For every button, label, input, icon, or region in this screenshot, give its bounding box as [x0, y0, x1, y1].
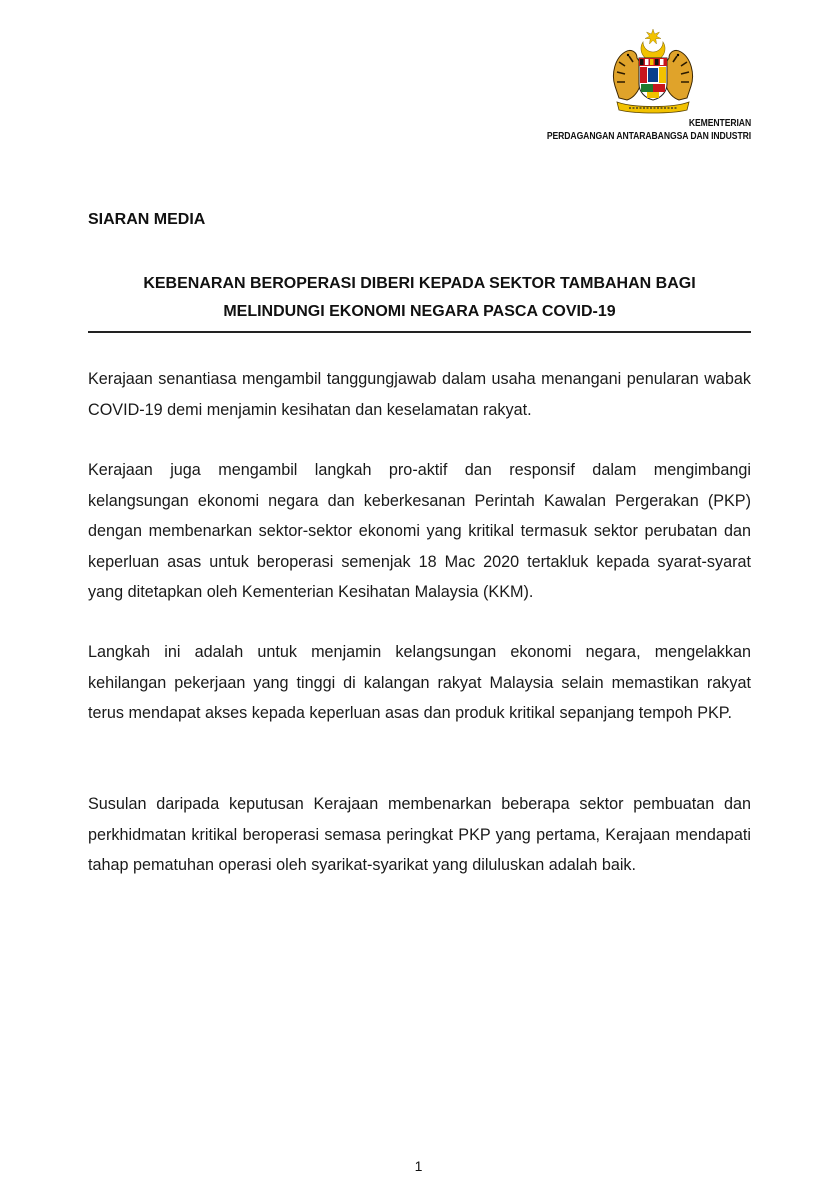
- document-label: SIARAN MEDIA: [88, 211, 206, 228]
- page-number: 1: [414, 1158, 423, 1174]
- title-divider: [88, 331, 751, 333]
- left-tiger-icon: [613, 50, 641, 100]
- document-title: [88, 270, 751, 326]
- paragraph-4: Susulan daripada keputusan Kerajaan membenarkan beberapa sektor pembuatan dan perkhidmatan kritikal beroperasi semasa peringkat PKP yang pertama, Kerajaan mendapati tahap pematuhan operasi oleh syarikat-syarikat yang diluluskan adalah baik.: [88, 795, 751, 874]
- crescent-star-icon: [641, 29, 665, 61]
- paragraph-3: Langkah ini adalah untuk menjamin kelangsungan ekonomi negara, mengelakkan kehilangan pekerjaan yang tinggi di kalangan rakyat Malaysia selain memastikan rakyat terus mendapat akses kepada keperluan asas dan produk kritikal sepanjang tempoh PKP.: [88, 643, 751, 722]
- paragraph-2: Kerajaan juga mengambil langkah pro-aktif dan responsif dalam mengimbangi kelangsungan ekonomi negara dan keberkesanan Perintah Kawalan Pergerakan (PKP) dengan membenarkan sektor-sektor ekonomi yang kritikal termasuk sektor perubatan dan keperluan asas untuk beroperasi semenjak 18 Mac 2020 tertakluk kepada syarat-syarat yang ditetapkan oleh Kementerian Kesihatan Malaysia (KKM).: [88, 461, 751, 601]
- ministry-line-1: KEMENTERIAN: [688, 117, 751, 129]
- ministry-line-2: PERDAGANGAN ANTARABANGSA DAN INDUSTRI: [546, 130, 751, 142]
- title-line-2: MELINDUNGI EKONOMI NEGARA PASCA COVID-19: [223, 303, 616, 320]
- right-tiger-icon: [665, 50, 693, 100]
- paragraph-1: Kerajaan senantiasa mengambil tanggungjawab dalam usaha menangani penularan wabak COVID-19 demi menjamin kesihatan dan keselamatan rakyat.: [88, 370, 751, 419]
- shield-icon: [639, 58, 667, 100]
- malaysia-coat-of-arms-icon: [607, 28, 699, 116]
- title-line-1: KEBENARAN BEROPERASI DIBERI KEPADA SEKTOR TAMBAHAN BAGI: [143, 275, 696, 292]
- motto-scroll-icon: [617, 102, 689, 113]
- ministry-name: [547, 117, 751, 143]
